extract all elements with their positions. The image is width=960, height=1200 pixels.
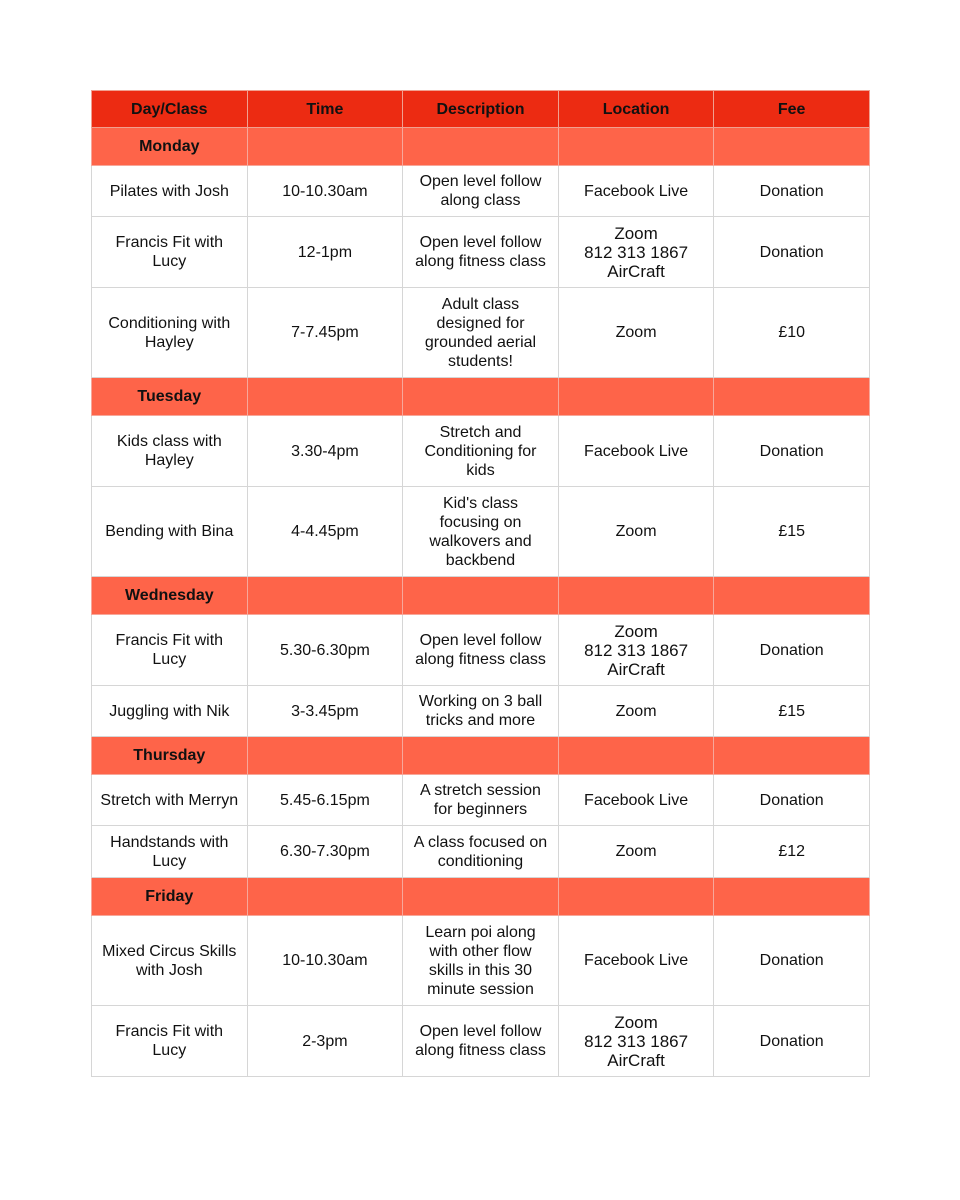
day-row-empty-cell [403, 878, 559, 916]
description-cell-line: Working on 3 ball [418, 693, 543, 710]
location-cell [558, 826, 714, 878]
day-row-empty-cell [403, 128, 559, 166]
day-row-empty-cell [403, 737, 559, 775]
day-row-monday [92, 128, 870, 166]
day-row-empty-cell [247, 378, 403, 416]
class-name-cell [92, 288, 248, 378]
location-cell-line: 812 313 1867 [584, 640, 689, 660]
fee-cell: Donation [714, 166, 870, 217]
day-row-thursday [92, 737, 870, 775]
description-cell-line: Open level follow [419, 632, 542, 649]
header-time: Time [247, 91, 403, 128]
location-cell [558, 416, 714, 487]
class-name-cell-line: Lucy [152, 852, 187, 870]
description-cell [403, 826, 559, 878]
class-name-cell-line: Francis Fit with [115, 234, 224, 251]
table-header [92, 91, 870, 128]
class-name-cell-line: Mixed Circus Skills [102, 942, 237, 960]
fee-cell: £10 [714, 288, 870, 378]
day-row-wednesday [92, 577, 870, 615]
description-cell [403, 916, 559, 1006]
day-row-empty-cell [558, 878, 714, 916]
fee-cell: £12 [714, 826, 870, 878]
class-name-cell [92, 1006, 248, 1077]
table-row [92, 288, 870, 378]
class-name-cell-line: Pilates with Josh [109, 182, 229, 200]
day-row-empty-cell [714, 128, 870, 166]
time-cell: 5.30-6.30pm [247, 615, 403, 686]
day-row-empty-cell [714, 378, 870, 416]
table-body [92, 128, 870, 1077]
description-cell [403, 615, 559, 686]
description-cell-line: Open level follow [419, 234, 542, 251]
location-cell-line: Facebook Live [584, 182, 689, 200]
day-label: Tuesday [92, 378, 248, 416]
description-cell-line: along class [440, 192, 521, 209]
description-cell-line: backbend [445, 551, 516, 569]
time-cell: 3-3.45pm [247, 686, 403, 737]
description-cell-line: focusing on [439, 513, 522, 531]
class-name-cell [92, 686, 248, 737]
location-cell [558, 166, 714, 217]
description-cell [403, 1006, 559, 1077]
description-cell-line: Open level follow [419, 1023, 542, 1040]
day-row-tuesday [92, 378, 870, 416]
day-row-empty-cell [247, 577, 403, 615]
description-cell-line: Kid's class [442, 494, 519, 512]
day-row-empty-cell [714, 737, 870, 775]
day-label: Friday [92, 878, 248, 916]
time-cell: 3.30-4pm [247, 416, 403, 487]
day-row-empty-cell [714, 878, 870, 916]
day-row-empty-cell [247, 737, 403, 775]
class-name-cell [92, 217, 248, 288]
fee-cell: £15 [714, 686, 870, 737]
table-row [92, 217, 870, 288]
table-row [92, 166, 870, 217]
description-cell [403, 416, 559, 487]
description-cell [403, 487, 559, 577]
header-location: Location [558, 91, 714, 128]
location-cell-line: Zoom [615, 523, 657, 540]
class-name-cell [92, 826, 248, 878]
description-cell-line: along fitness class [415, 253, 546, 270]
class-schedule-table [91, 90, 870, 1077]
location-cell-line: 812 313 1867 [584, 1031, 689, 1051]
header-day-class: Day/Class [92, 91, 248, 128]
time-cell: 5.45-6.15pm [247, 775, 403, 826]
description-cell-line: minute session [427, 980, 534, 998]
day-row-empty-cell [558, 737, 714, 775]
table-row [92, 487, 870, 577]
location-cell [558, 775, 714, 826]
location-cell [558, 1006, 714, 1077]
description-cell-line: for beginners [433, 801, 528, 818]
location-cell-line: AirCraft [607, 261, 665, 281]
table-row [92, 416, 870, 487]
fee-cell: Donation [714, 416, 870, 487]
time-cell: 10-10.30am [247, 916, 403, 1006]
location-cell-line: AirCraft [607, 659, 665, 679]
fee-cell: Donation [714, 1006, 870, 1077]
time-cell: 2-3pm [247, 1006, 403, 1077]
description-cell-line: conditioning [437, 852, 524, 870]
time-cell: 6.30-7.30pm [247, 826, 403, 878]
class-name-cell [92, 487, 248, 577]
class-name-cell [92, 166, 248, 217]
description-cell-line: with other flow [429, 942, 532, 960]
location-cell [558, 615, 714, 686]
class-name-cell-line: Lucy [152, 253, 187, 270]
class-name-cell-line: Bending with Bina [105, 523, 234, 540]
description-cell-line: Open level follow [419, 173, 542, 190]
class-name-cell-line: Hayley [144, 452, 194, 469]
day-label: Wednesday [92, 577, 248, 615]
class-name-cell [92, 416, 248, 487]
description-cell [403, 775, 559, 826]
day-row-empty-cell [558, 378, 714, 416]
day-row-empty-cell [558, 128, 714, 166]
description-cell [403, 166, 559, 217]
location-cell-line: Zoom [614, 1012, 658, 1032]
description-cell-line: Stretch and [439, 423, 522, 441]
location-cell [558, 217, 714, 288]
class-name-cell-line: Hayley [144, 333, 194, 351]
day-label: Thursday [92, 737, 248, 775]
fee-cell: Donation [714, 916, 870, 1006]
table-row [92, 916, 870, 1006]
description-cell [403, 217, 559, 288]
fee-cell: £15 [714, 487, 870, 577]
time-cell: 12-1pm [247, 217, 403, 288]
location-cell-line: Facebook Live [584, 442, 689, 460]
description-cell-line: along fitness class [415, 651, 546, 668]
table-row [92, 775, 870, 826]
day-row-empty-cell [403, 378, 559, 416]
description-cell-line: Learn poi along [425, 923, 536, 941]
class-name-cell-line: Conditioning with [108, 314, 231, 332]
class-name-cell-line: Francis Fit with [115, 1023, 224, 1040]
description-cell [403, 686, 559, 737]
day-label: Monday [92, 128, 248, 166]
class-name-cell-line: Lucy [152, 1042, 187, 1059]
location-cell [558, 288, 714, 378]
class-name-cell-line: Juggling with Nik [109, 702, 230, 720]
day-row-empty-cell [247, 128, 403, 166]
day-row-empty-cell [714, 577, 870, 615]
description-cell-line: walkovers and [429, 532, 532, 550]
description-cell-line: students! [448, 352, 513, 370]
header-description: Description [403, 91, 559, 128]
fee-cell: Donation [714, 775, 870, 826]
class-name-cell-line: Handstands with [110, 833, 229, 851]
table-row [92, 615, 870, 686]
table-row [92, 686, 870, 737]
description-cell-line: grounded aerial [424, 333, 537, 351]
location-cell [558, 916, 714, 1006]
class-name-cell-line: Kids class with [116, 433, 222, 450]
description-cell-line: skills in this 30 [428, 961, 533, 979]
location-cell-line: Facebook Live [584, 791, 689, 809]
day-row-friday [92, 878, 870, 916]
class-name-cell-line: Lucy [152, 651, 187, 668]
description-cell-line: A stretch session [420, 782, 541, 799]
day-row-empty-cell [558, 577, 714, 615]
class-name-cell [92, 916, 248, 1006]
location-cell-line: Zoom [615, 843, 657, 860]
fee-cell: Donation [714, 615, 870, 686]
location-cell-line: Facebook Live [584, 952, 689, 969]
description-cell-line: A class focused on [413, 833, 548, 851]
location-cell-line: Zoom [614, 621, 658, 641]
location-cell-line: Zoom [615, 702, 657, 720]
location-cell-line: Zoom [614, 223, 658, 243]
location-cell-line: AirCraft [607, 1050, 665, 1070]
fee-cell: Donation [714, 217, 870, 288]
class-name-cell [92, 615, 248, 686]
time-cell: 4-4.45pm [247, 487, 403, 577]
header-fee: Fee [714, 91, 870, 128]
day-row-empty-cell [247, 878, 403, 916]
class-name-cell-line: Francis Fit with [115, 632, 224, 649]
table-row [92, 1006, 870, 1077]
description-cell-line: designed for [436, 314, 525, 332]
time-cell: 10-10.30am [247, 166, 403, 217]
class-name-cell-line: with Josh [135, 961, 203, 979]
class-name-cell [92, 775, 248, 826]
header-row [92, 91, 870, 128]
description-cell-line: tricks and more [425, 712, 536, 729]
table-row [92, 826, 870, 878]
description-cell-line: Adult class [441, 295, 520, 313]
location-cell-line: Zoom [615, 324, 657, 341]
time-cell: 7-7.45pm [247, 288, 403, 378]
description-cell-line: along fitness class [415, 1042, 546, 1059]
location-cell [558, 686, 714, 737]
day-row-empty-cell [403, 577, 559, 615]
location-cell [558, 487, 714, 577]
description-cell [403, 288, 559, 378]
class-name-cell-line: Stretch with Merryn [100, 791, 239, 809]
description-cell-line: Conditioning for [424, 442, 537, 460]
description-cell-line: kids [466, 461, 495, 479]
location-cell-line: 812 313 1867 [584, 242, 689, 262]
